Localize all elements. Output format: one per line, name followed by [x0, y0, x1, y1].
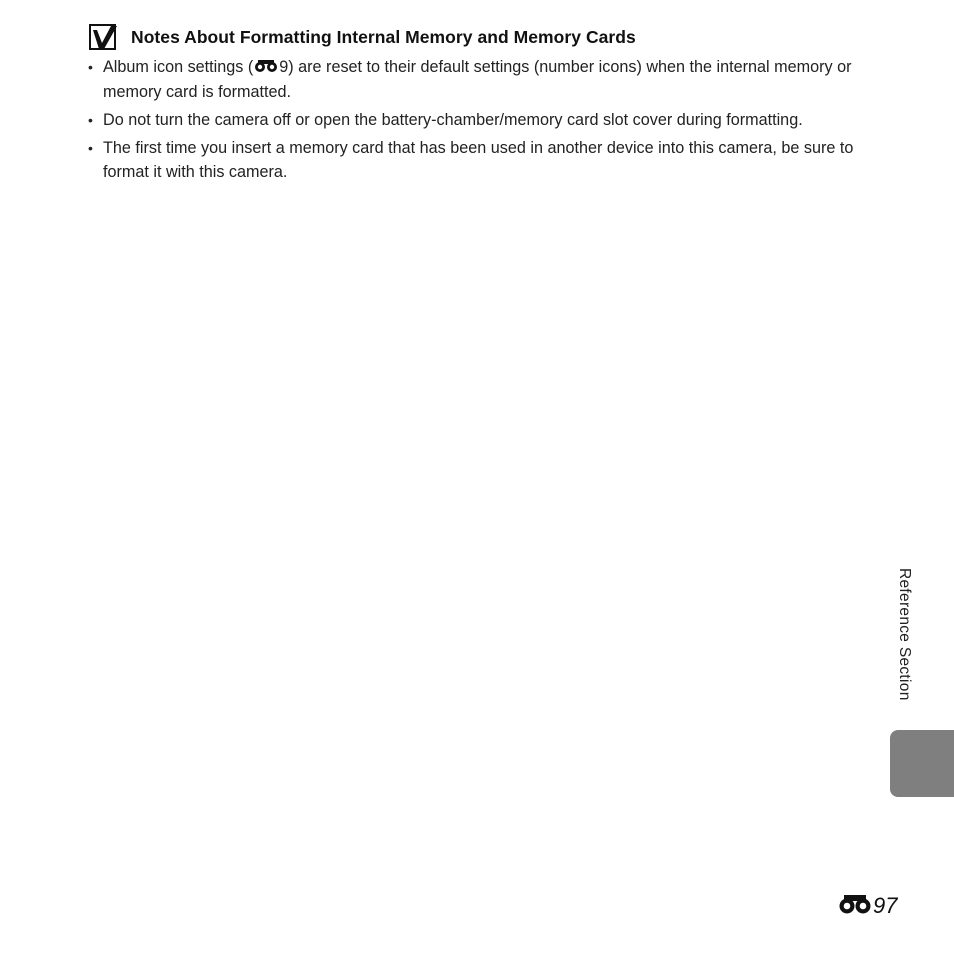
page-number-text: 97	[873, 893, 898, 918]
bullet-text-after: ) are reset to their default settings (number icons) when the internal memory or memory card is formatted.	[103, 58, 852, 101]
bullet-dot: •	[88, 112, 93, 128]
reference-e-icon	[838, 893, 872, 920]
reference-e-icon	[254, 56, 278, 80]
bullet-item-album-icon	[88, 55, 878, 104]
note-heading	[89, 22, 636, 52]
section-tab	[890, 730, 954, 797]
bullet-dot: •	[88, 59, 93, 75]
page-number	[838, 891, 897, 921]
note-bullet-list	[88, 55, 878, 188]
bullet-dot: •	[88, 140, 93, 156]
bullet-text-before: Album icon settings (	[103, 58, 254, 76]
bullet-text: Do not turn the camera off or open the battery-chamber/memory card slot cover during formatting.	[103, 111, 803, 129]
section-side-label: Reference Section	[896, 568, 913, 701]
bullet-text: The first time you insert a memory card that has been used in another device into this camera, be sure to format it with this camera.	[103, 139, 854, 181]
bullet-item-camera-off	[88, 108, 878, 132]
note-title: Notes About Formatting Internal Memory and Memory Cards	[131, 26, 636, 47]
bullet-ref-page: 9	[279, 58, 289, 76]
check-mark-icon	[89, 24, 118, 50]
bullet-item-first-time	[88, 136, 878, 184]
